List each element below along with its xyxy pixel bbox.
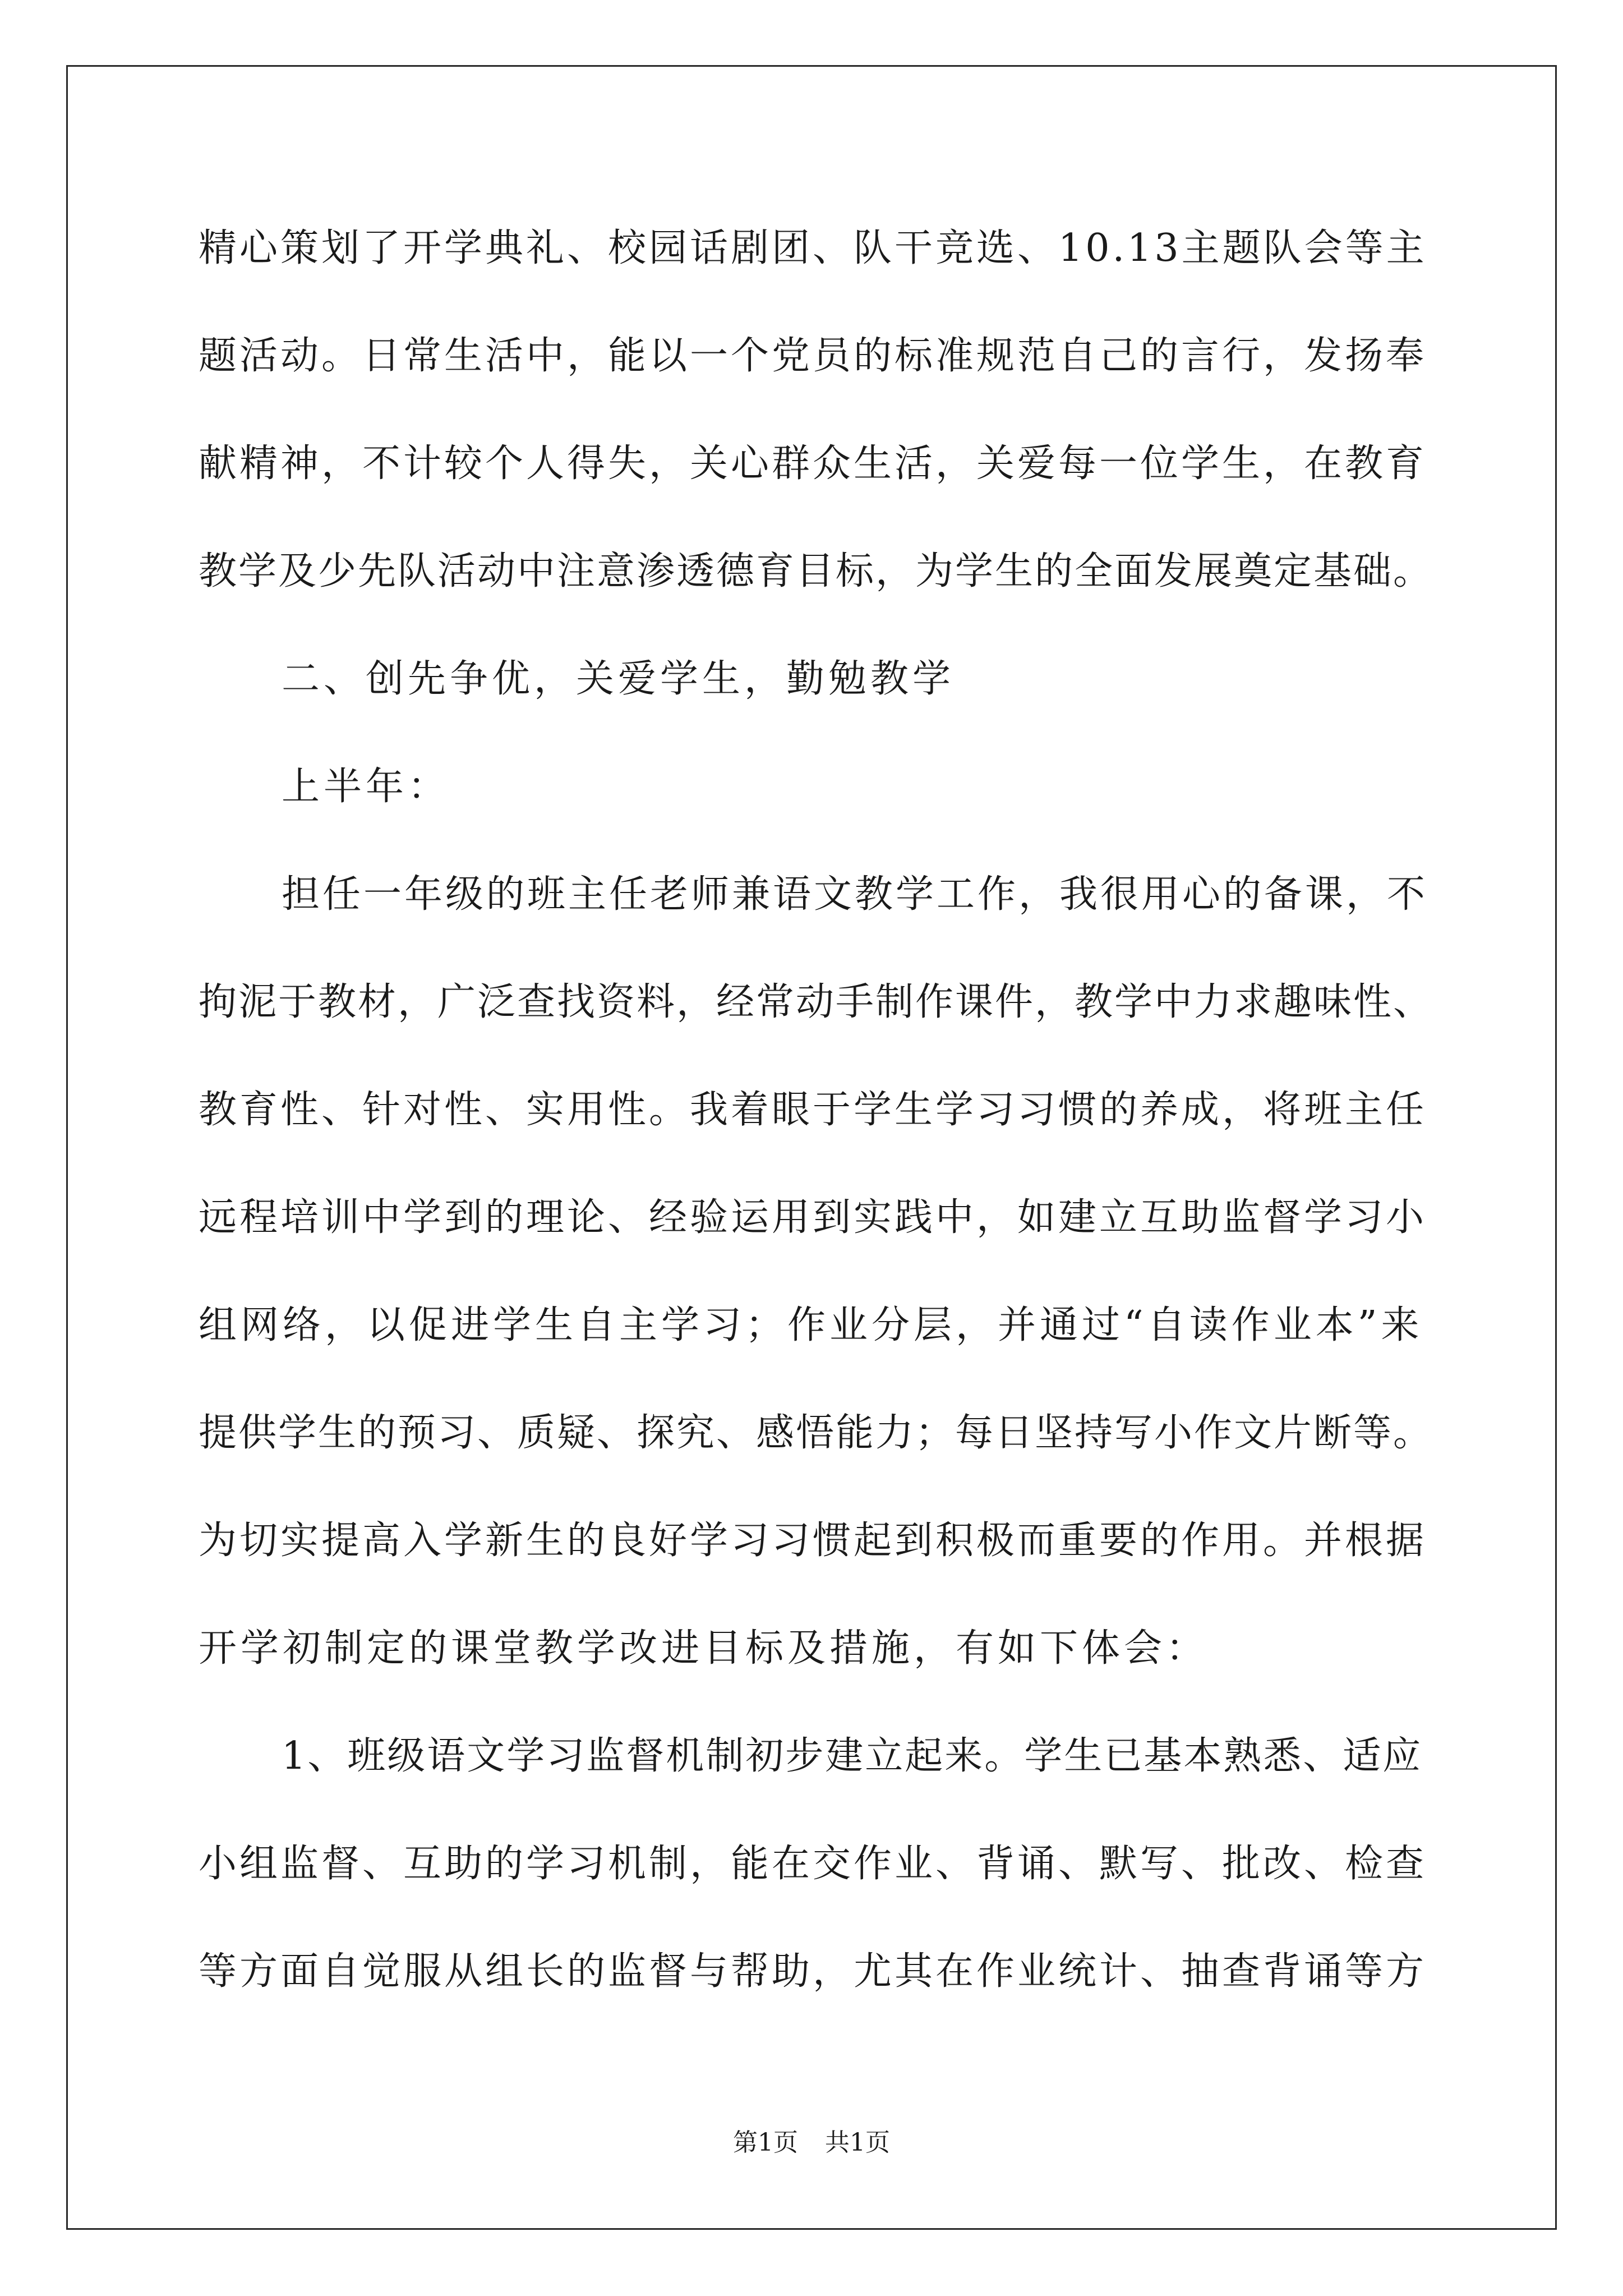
text-line: 1、班级语文学习监督机制初步建立起来。学生已基本熟悉、适应 (282, 1734, 1423, 1778)
text-line: 教学及少先队活动中注意渗透德育目标，为学生的全面发展奠定基础。 (199, 549, 1433, 593)
text-line: 教育性、针对性、实用性。我着眼于学生学习习惯的养成，将班主任 (199, 1088, 1427, 1132)
text-line: 题活动。日常生活中，能以一个党员的标准规范自己的言行，发扬奉 (199, 334, 1427, 378)
text-line: 拘泥于教材，广泛查找资料，经常动手制作课件，教学中力求趣味性、 (199, 980, 1433, 1024)
text-line: 组网络，以促进学生自主学习；作业分层，并通过“自读作业本”来 (199, 1303, 1423, 1347)
page-frame (66, 65, 1557, 2230)
text-line: 担任一年级的班主任老师兼语文教学工作，我很用心的备课，不 (282, 872, 1428, 917)
page-footer (0, 2128, 1623, 2157)
text-line: 为切实提高入学新生的良好学习习惯起到积极而重要的作用。并根据 (199, 1519, 1427, 1563)
text-line: 开学初制定的课堂教学改进目标及措施，有如下体会： (199, 1626, 1209, 1671)
page-number: 第1页 (733, 2128, 798, 2157)
text-line: 小组监督、互助的学习机制，能在交作业、背诵、默写、批改、检查 (199, 1842, 1427, 1886)
text-line: 献精神，不计较个人得失，关心群众生活，关爱每一位学生，在教育 (199, 441, 1427, 486)
section-heading: 二、创先争优，关爱学生，勤勉教学 (282, 657, 955, 701)
page-total: 共1页 (825, 2128, 890, 2157)
text-line: 提供学生的预习、质疑、探究、感悟能力；每日坚持写小作文片断等。 (199, 1411, 1433, 1455)
text-line: 等方面自觉服从组长的监督与帮助，尤其在作业统计、抽查背诵等方 (199, 1949, 1427, 1994)
text-line: 精心策划了开学典礼、校园话剧团、队干竞选、10.13主题队会等主 (199, 226, 1427, 270)
subheading: 上半年： (282, 765, 450, 809)
text-line: 远程培训中学到的理论、经验运用到实践中，如建立互助监督学习小 (199, 1195, 1427, 1240)
